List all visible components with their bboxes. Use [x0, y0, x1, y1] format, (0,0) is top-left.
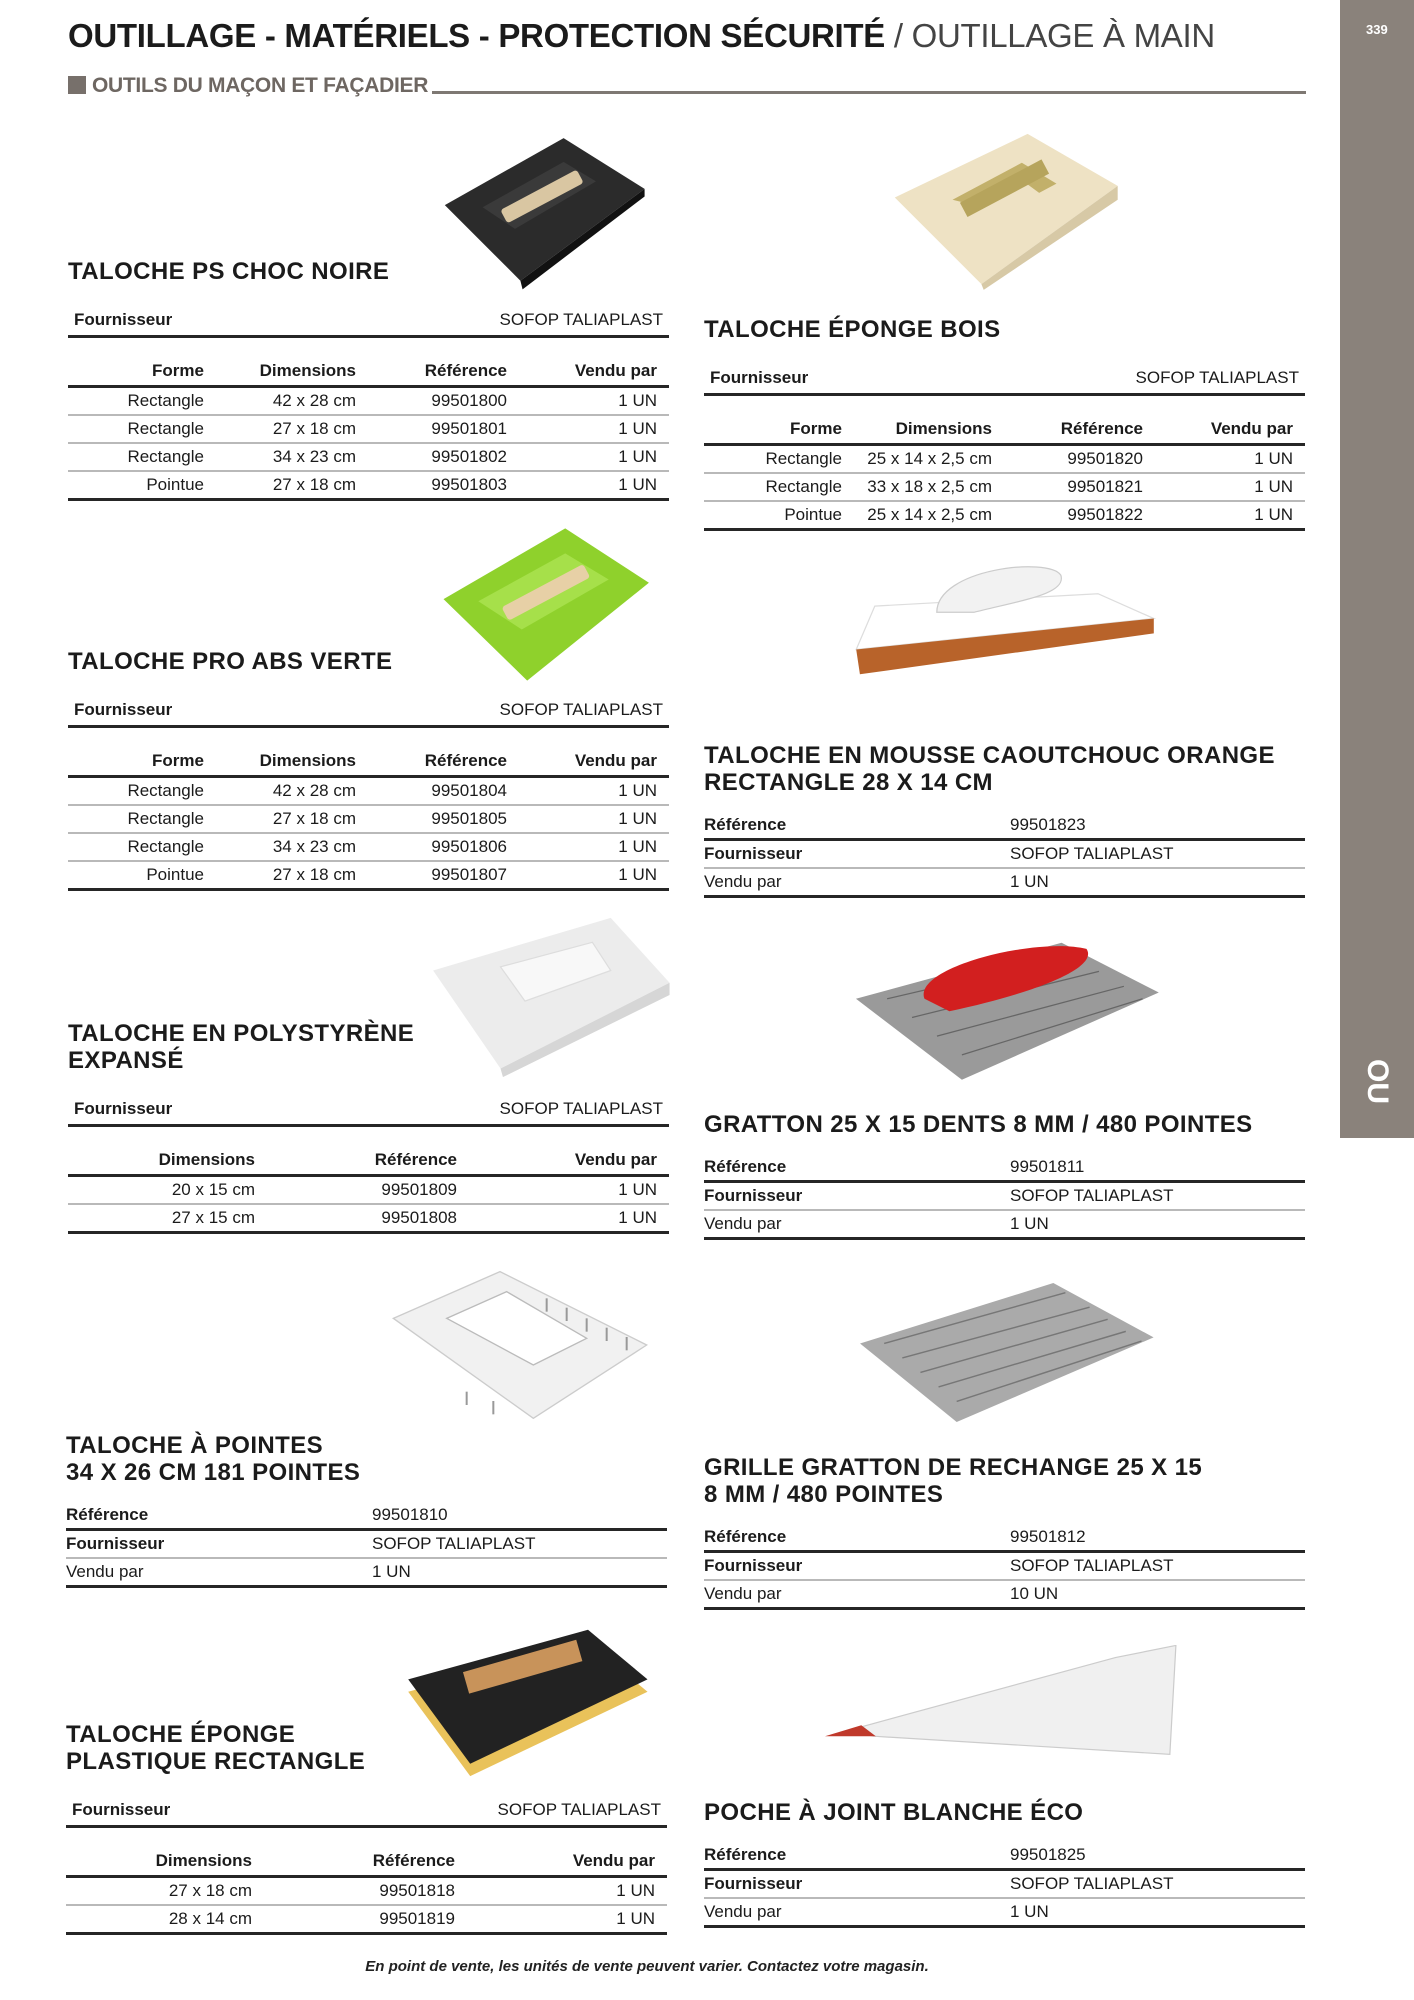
- table-cell: Rectangle: [127, 837, 204, 856]
- product-taloche-eponge-plastique: [66, 1721, 667, 1935]
- product-table: [66, 1847, 667, 1935]
- footer-note: En point de vente, les unités de vente peuvent varier. Contactez votre magasin.: [365, 1958, 929, 1975]
- detail-value: 99501811: [1010, 1157, 1085, 1176]
- table-cell: 99501809: [381, 1180, 457, 1199]
- table-row: [68, 1177, 669, 1205]
- detail-row: [704, 1581, 1305, 1610]
- column-header: Dimensions: [259, 361, 356, 380]
- table-cell: 1 UN: [618, 1180, 657, 1199]
- grille-gratton-image: [854, 1269, 1156, 1430]
- detail-label: Vendu par: [66, 1562, 144, 1581]
- detail-label: Fournisseur: [704, 1186, 803, 1205]
- side-tab-label: OU: [1361, 1059, 1394, 1104]
- detail-value: SOFOP TALIAPLAST: [1010, 1556, 1174, 1575]
- supplier-value: SOFOP TALIAPLAST: [499, 310, 663, 329]
- product-title-line: TALOCHE ÉPONGE BOIS: [704, 316, 1001, 343]
- table-cell: 1 UN: [618, 419, 657, 438]
- supplier-row: [704, 363, 1305, 396]
- table-cell: Rectangle: [127, 419, 204, 438]
- detail-row: [704, 1871, 1305, 1899]
- supplier-label: Fournisseur: [72, 1800, 171, 1819]
- product-title-line: EXPANSÉ: [68, 1047, 184, 1074]
- table-cell: 99501806: [431, 837, 507, 856]
- table-cell: 99501801: [431, 419, 507, 438]
- detail-label: Vendu par: [704, 1584, 782, 1603]
- table-cell: Pointue: [784, 505, 842, 524]
- table-cell: 1 UN: [618, 809, 657, 828]
- detail-label: Référence: [704, 1157, 787, 1176]
- table-cell: 99501803: [431, 475, 507, 494]
- table-header-row: [68, 357, 669, 388]
- product-details: [66, 1502, 667, 1588]
- gratton-image: [848, 924, 1163, 1086]
- product-title: [704, 742, 1305, 796]
- column-header: Vendu par: [574, 361, 657, 380]
- product-table: [68, 1146, 669, 1234]
- column-header: Dimensions: [259, 751, 356, 770]
- table-row: [68, 1205, 669, 1234]
- table-cell: 27 x 18 cm: [168, 1881, 252, 1900]
- detail-value: 1 UN: [1010, 872, 1049, 891]
- table-cell: 27 x 15 cm: [171, 1208, 255, 1227]
- detail-value: SOFOP TALIAPLAST: [1010, 844, 1174, 863]
- product-taloche-ps-choc-noire: [68, 258, 669, 501]
- table-row: [68, 388, 669, 416]
- product-gratton: [704, 1111, 1305, 1240]
- table-cell: Pointue: [146, 475, 204, 494]
- detail-label: Fournisseur: [66, 1534, 165, 1553]
- product-poche-a-joint: [704, 1799, 1305, 1928]
- column-header: Référence: [424, 751, 507, 770]
- product-title: [68, 1020, 669, 1074]
- table-cell: 1 UN: [618, 837, 657, 856]
- page-title: [68, 16, 1215, 56]
- table-cell: 28 x 14 cm: [168, 1909, 252, 1928]
- column-header: Référence: [1060, 419, 1143, 438]
- product-title-line: PLASTIQUE RECTANGLE: [66, 1748, 366, 1775]
- product-details: [704, 1154, 1305, 1240]
- column-header: Référence: [424, 361, 507, 380]
- supplier-value: SOFOP TALIAPLAST: [497, 1800, 661, 1819]
- product-taloche-pro-abs-verte: [68, 648, 669, 891]
- table-cell: Rectangle: [127, 809, 204, 828]
- product-title-line: TALOCHE PRO ABS VERTE: [68, 648, 393, 675]
- table-cell: 27 x 18 cm: [272, 865, 356, 884]
- detail-row: [704, 1211, 1305, 1240]
- table-row: [68, 806, 669, 834]
- supplier-row: [66, 1795, 667, 1828]
- product-details: [704, 1524, 1305, 1610]
- column-header: Forme: [152, 361, 204, 380]
- table-cell: 1 UN: [1254, 505, 1293, 524]
- section-square-icon: [68, 76, 86, 94]
- detail-label: Référence: [704, 1527, 787, 1546]
- product-taloche-eponge-bois: [704, 316, 1305, 531]
- table-cell: 99501821: [1067, 477, 1143, 496]
- table-cell: 99501818: [379, 1881, 455, 1900]
- product-grille-gratton: [704, 1454, 1305, 1610]
- detail-value: 1 UN: [1010, 1902, 1049, 1921]
- column-header: Référence: [372, 1851, 455, 1870]
- detail-value: 99501825: [1010, 1845, 1086, 1864]
- table-header-row: [68, 1146, 669, 1177]
- table-cell: 1 UN: [618, 391, 657, 410]
- detail-label: Vendu par: [704, 872, 782, 891]
- column-header: Dimensions: [155, 1851, 252, 1870]
- table-cell: 34 x 23 cm: [272, 447, 356, 466]
- detail-row: [66, 1559, 667, 1588]
- table-cell: 99501804: [431, 781, 507, 800]
- product-title-line: POCHE À JOINT BLANCHE ÉCO: [704, 1799, 1084, 1826]
- product-title: [68, 258, 669, 285]
- detail-row: [704, 841, 1305, 869]
- detail-row: [704, 1524, 1305, 1553]
- product-table: [68, 357, 669, 501]
- product-details: [704, 1842, 1305, 1928]
- page-title-sub: / OUTILLAGE À MAIN: [893, 17, 1215, 54]
- detail-label: Référence: [66, 1505, 149, 1524]
- table-cell: 99501805: [431, 809, 507, 828]
- table-row: [68, 862, 669, 891]
- product-table: [704, 415, 1305, 531]
- side-tab: [1340, 0, 1414, 1138]
- product-title: [704, 1454, 1305, 1508]
- product-title: [68, 648, 669, 675]
- detail-label: Fournisseur: [704, 844, 803, 863]
- detail-value: 10 UN: [1010, 1584, 1059, 1603]
- table-cell: 42 x 28 cm: [272, 391, 356, 410]
- detail-row: [704, 1842, 1305, 1871]
- product-title-line: 34 X 26 CM 181 POINTES: [66, 1459, 361, 1486]
- product-title-line: TALOCHE ÉPONGE: [66, 1721, 296, 1748]
- table-cell: 99501808: [381, 1208, 457, 1227]
- column-header: Dimensions: [158, 1150, 255, 1169]
- table-row: [704, 474, 1305, 502]
- detail-row: [704, 812, 1305, 841]
- table-cell: 27 x 18 cm: [272, 419, 356, 438]
- product-title-line: GRATTON 25 X 15 DENTS 8 MM / 480 POINTES: [704, 1111, 1253, 1138]
- supplier-value: SOFOP TALIAPLAST: [499, 700, 663, 719]
- detail-label: Référence: [704, 815, 787, 834]
- product-title-line: TALOCHE EN POLYSTYRÈNE: [68, 1020, 415, 1047]
- product-taloche-mousse-caoutchouc: [704, 742, 1305, 898]
- detail-row: [704, 1183, 1305, 1211]
- detail-label: Vendu par: [704, 1214, 782, 1233]
- table-cell: 1 UN: [616, 1881, 655, 1900]
- table-row: [68, 834, 669, 862]
- detail-row: [66, 1502, 667, 1531]
- table-row: [66, 1906, 667, 1935]
- product-taloche-a-pointes: [66, 1432, 667, 1588]
- table-cell: 25 x 14 x 2,5 cm: [867, 449, 992, 468]
- section-heading: [68, 70, 1306, 98]
- table-cell: 20 x 15 cm: [171, 1180, 255, 1199]
- poche-a-joint-image: [825, 1645, 1188, 1779]
- section-title: OUTILS DU MAÇON ET FAÇADIER: [92, 74, 429, 97]
- taloche-eponge-bois-image: [889, 125, 1120, 293]
- product-table: [68, 747, 669, 891]
- product-title: [66, 1721, 667, 1775]
- product-title-line: TALOCHE EN MOUSSE CAOUTCHOUC ORANGE: [704, 742, 1275, 769]
- table-cell: 99501807: [431, 865, 507, 884]
- table-cell: Rectangle: [127, 391, 204, 410]
- detail-label: Fournisseur: [704, 1556, 803, 1575]
- table-cell: 1 UN: [618, 475, 657, 494]
- table-header-row: [66, 1847, 667, 1878]
- supplier-label: Fournisseur: [74, 1099, 173, 1118]
- detail-label: Référence: [704, 1845, 787, 1864]
- detail-value: 1 UN: [372, 1562, 411, 1581]
- table-row: [704, 446, 1305, 474]
- column-header: Forme: [790, 419, 842, 438]
- table-cell: 1 UN: [618, 1208, 657, 1227]
- taloche-a-pointes-image: [386, 1265, 654, 1425]
- page-title-main: OUTILLAGE - MATÉRIELS - PROTECTION SÉCURITÉ: [68, 17, 885, 54]
- table-cell: 25 x 14 x 2,5 cm: [867, 505, 992, 524]
- table-row: [68, 416, 669, 444]
- column-header: Forme: [152, 751, 204, 770]
- supplier-row: [68, 305, 669, 338]
- detail-row: [66, 1531, 667, 1559]
- product-title-line: RECTANGLE 28 X 14 CM: [704, 769, 993, 796]
- table-cell: 99501822: [1067, 505, 1143, 524]
- table-cell: 1 UN: [618, 447, 657, 466]
- supplier-value: SOFOP TALIAPLAST: [1135, 368, 1299, 387]
- supplier-label: Fournisseur: [710, 368, 809, 387]
- table-row: [68, 444, 669, 472]
- table-row: [68, 472, 669, 501]
- product-title: [704, 316, 1305, 343]
- table-header-row: [704, 415, 1305, 446]
- table-cell: Pointue: [146, 865, 204, 884]
- table-cell: 34 x 23 cm: [272, 837, 356, 856]
- table-cell: 99501800: [431, 391, 507, 410]
- column-header: Dimensions: [895, 419, 992, 438]
- supplier-row: [68, 1094, 669, 1127]
- section-rule: [432, 91, 1306, 94]
- table-cell: 1 UN: [616, 1909, 655, 1928]
- table-cell: Rectangle: [765, 477, 842, 496]
- detail-label: Fournisseur: [704, 1874, 803, 1893]
- detail-label: Vendu par: [704, 1902, 782, 1921]
- product-title-line: TALOCHE À POINTES: [66, 1432, 324, 1459]
- table-cell: 99501802: [431, 447, 507, 466]
- product-taloche-polystyrene: [68, 1020, 669, 1234]
- product-title-line: TALOCHE PS CHOC NOIRE: [68, 258, 390, 285]
- column-header: Vendu par: [572, 1851, 655, 1870]
- table-cell: 1 UN: [618, 865, 657, 884]
- detail-value: 99501812: [1010, 1527, 1086, 1546]
- product-details: [704, 812, 1305, 898]
- detail-row: [704, 1899, 1305, 1928]
- table-cell: Rectangle: [127, 781, 204, 800]
- product-title: [704, 1111, 1305, 1138]
- product-title: [704, 1799, 1305, 1826]
- table-cell: 1 UN: [1254, 449, 1293, 468]
- column-header: Vendu par: [1210, 419, 1293, 438]
- product-title-line: GRILLE GRATTON DE RECHANGE 25 X 15: [704, 1454, 1203, 1481]
- taloche-mousse-caoutchouc-image: [850, 555, 1160, 682]
- table-cell: Rectangle: [765, 449, 842, 468]
- supplier-label: Fournisseur: [74, 700, 173, 719]
- table-cell: 1 UN: [1254, 477, 1293, 496]
- table-cell: 42 x 28 cm: [272, 781, 356, 800]
- detail-value: 99501810: [372, 1505, 448, 1524]
- supplier-row: [68, 695, 669, 728]
- detail-value: SOFOP TALIAPLAST: [1010, 1874, 1174, 1893]
- table-row: [704, 502, 1305, 531]
- table-cell: 27 x 18 cm: [272, 475, 356, 494]
- supplier-value: SOFOP TALIAPLAST: [499, 1099, 663, 1118]
- product-title-line: 8 MM / 480 POINTES: [704, 1481, 944, 1508]
- detail-row: [704, 869, 1305, 898]
- table-cell: 99501820: [1067, 449, 1143, 468]
- table-cell: 1 UN: [618, 781, 657, 800]
- detail-value: 99501823: [1010, 815, 1086, 834]
- column-header: Vendu par: [574, 1150, 657, 1169]
- column-header: Référence: [374, 1150, 457, 1169]
- detail-value: SOFOP TALIAPLAST: [1010, 1186, 1174, 1205]
- table-cell: 27 x 18 cm: [272, 809, 356, 828]
- table-cell: 33 x 18 x 2,5 cm: [867, 477, 992, 496]
- table-cell: 99501819: [379, 1909, 455, 1928]
- detail-value: SOFOP TALIAPLAST: [372, 1534, 536, 1553]
- table-cell: Rectangle: [127, 447, 204, 466]
- detail-row: [704, 1553, 1305, 1581]
- table-row: [68, 778, 669, 806]
- column-header: Vendu par: [574, 751, 657, 770]
- detail-value: 1 UN: [1010, 1214, 1049, 1233]
- table-header-row: [68, 747, 669, 778]
- product-title: [66, 1432, 667, 1486]
- table-row: [66, 1878, 667, 1906]
- supplier-label: Fournisseur: [74, 310, 173, 329]
- detail-row: [704, 1154, 1305, 1183]
- page-number: 339: [1366, 22, 1388, 37]
